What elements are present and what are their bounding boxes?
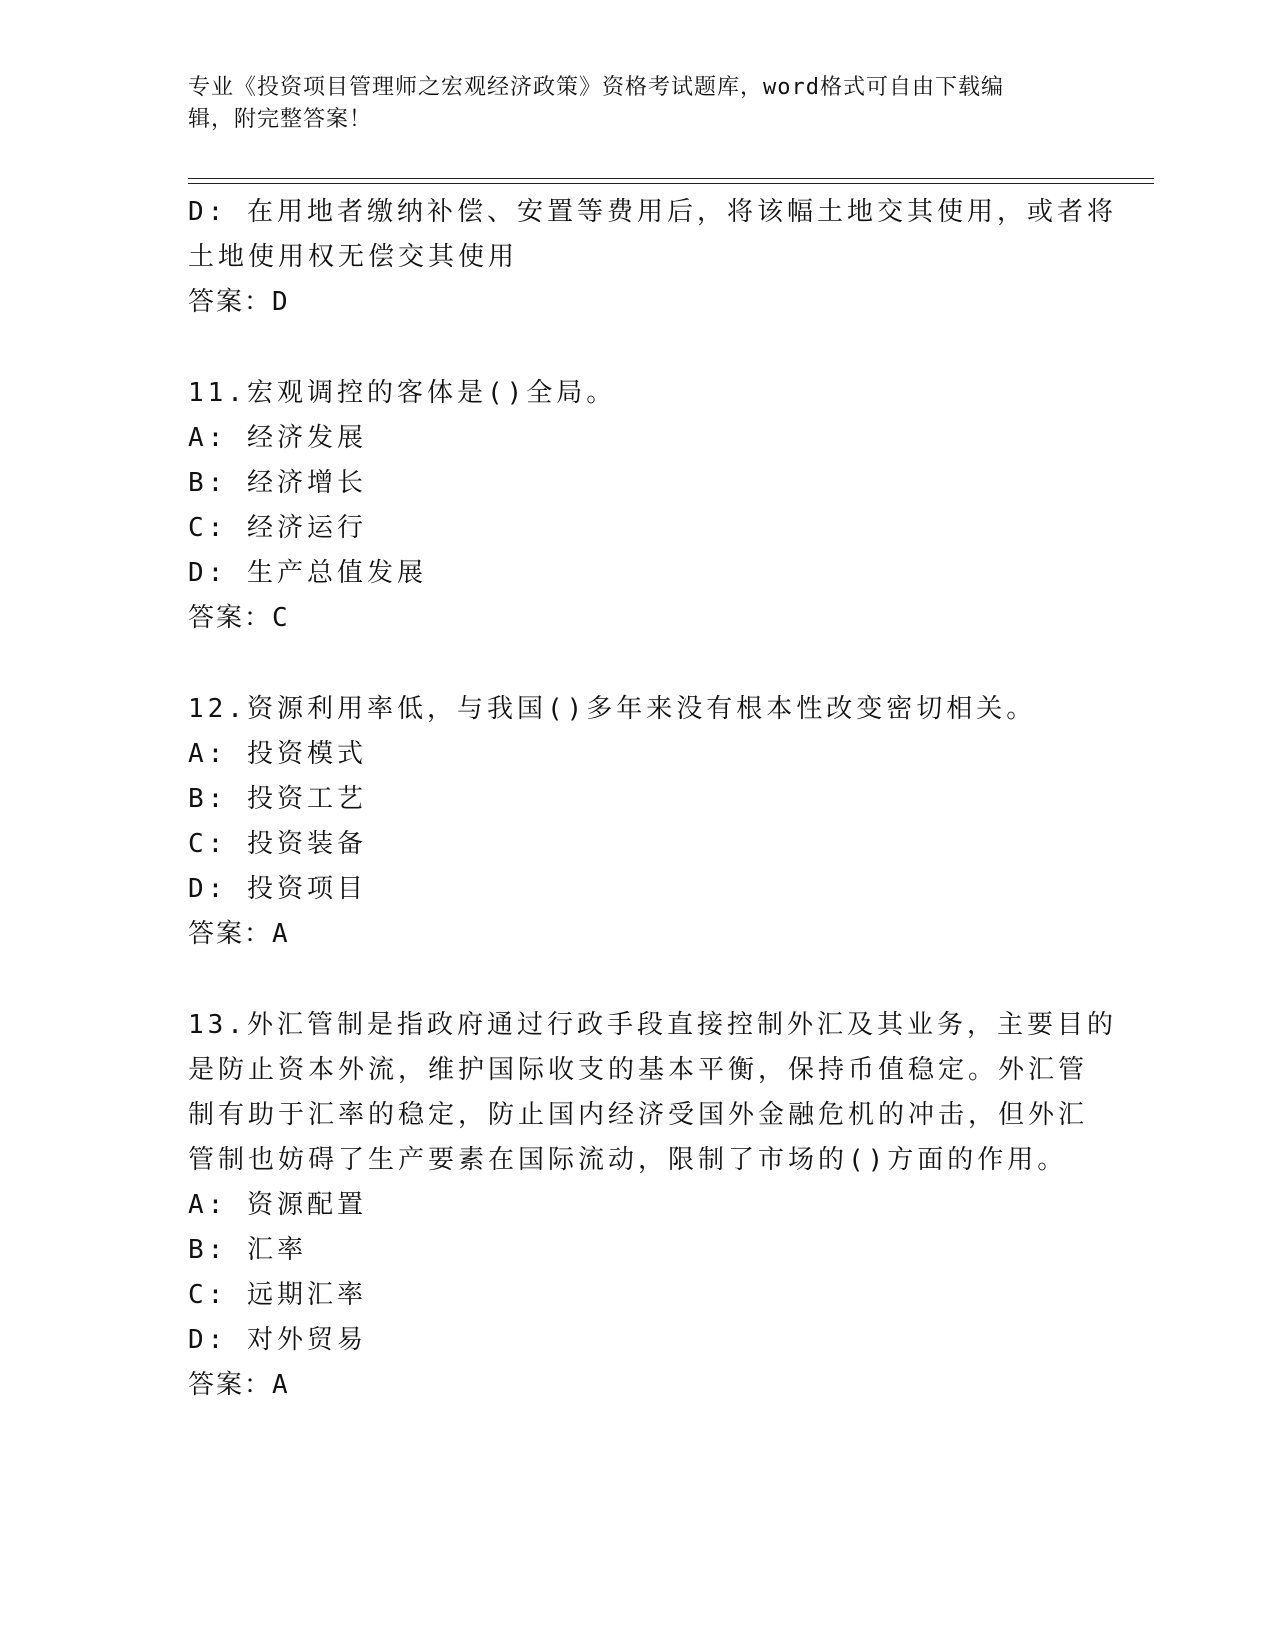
- option-c: C: 投资装备: [188, 829, 367, 859]
- document-header: [188, 72, 1088, 136]
- option-b: B: 投资工艺: [188, 784, 367, 814]
- question-12: [188, 687, 1088, 957]
- option-d: D: 在用地者缴纳补偿、安置等费用后，将该幅土地交其使用，或者将: [188, 197, 1117, 227]
- spacer: [188, 641, 1088, 687]
- header-line-2: 辑，附完整答案！: [188, 107, 373, 132]
- question-11: [188, 371, 1088, 641]
- answer-line: 答案：C: [188, 603, 290, 633]
- header-divider-top: [188, 178, 1154, 179]
- option-d: D: 投资项目: [188, 874, 367, 904]
- option-b: B: 经济增长: [188, 468, 367, 498]
- question-13: [188, 1003, 1117, 1408]
- question-content: [188, 190, 1117, 1408]
- question-stem: 12.资源利用率低，与我国()多年来没有根本性改变密切相关。: [188, 694, 1037, 724]
- header-divider-bottom: [188, 183, 1154, 184]
- question-stem-line-2: 是防止资本外流，维护国际收支的基本平衡，保持币值稳定。外汇管: [188, 1055, 1089, 1085]
- answer-line: 答案：A: [188, 1370, 290, 1400]
- option-a: A: 经济发展: [188, 423, 367, 453]
- option-c: C: 远期汇率: [188, 1280, 367, 1310]
- question-stem: 11.宏观调控的客体是()全局。: [188, 378, 617, 408]
- header-line-1: 专业《投资项目管理师之宏观经济政策》资格考试题库，word格式可自由下载编: [188, 75, 1004, 100]
- option-d: D: 生产总值发展: [188, 558, 427, 588]
- option-c: C: 经济运行: [188, 513, 367, 543]
- spacer: [188, 325, 1088, 371]
- question-stem-line-1: 13.外汇管制是指政府通过行政手段直接控制外汇及其业务，主要目的: [188, 1010, 1117, 1040]
- spacer: [188, 957, 1088, 1003]
- option-a: A: 投资模式: [188, 739, 367, 769]
- answer-line: 答案：A: [188, 919, 290, 949]
- question-stem-line-3: 制有助于汇率的稳定，防止国内经济受国外金融危机的冲击，但外汇: [188, 1100, 1089, 1130]
- previous-question-tail: [188, 190, 1117, 325]
- answer-line: 答案：D: [188, 287, 290, 317]
- option-d-continued: 土地使用权无偿交其使用: [188, 242, 519, 272]
- option-d: D: 对外贸易: [188, 1325, 367, 1355]
- question-stem-line-4: 管制也妨碍了生产要素在国际流动，限制了市场的()方面的作用。: [188, 1145, 1068, 1175]
- option-b: B: 汇率: [188, 1235, 307, 1265]
- option-a: A: 资源配置: [188, 1190, 367, 1220]
